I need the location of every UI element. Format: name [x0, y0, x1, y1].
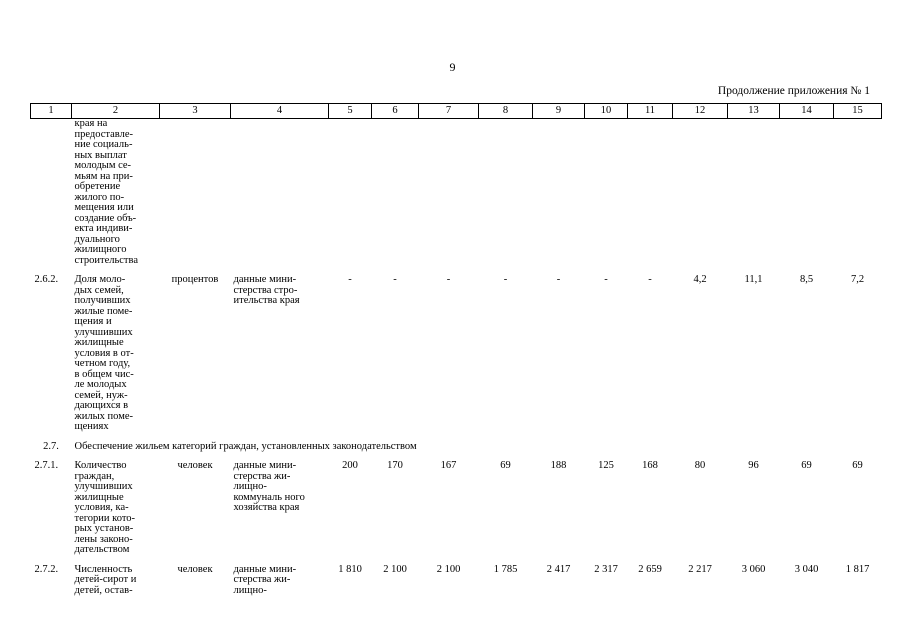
table-row — [31, 461, 882, 556]
section-row — [31, 442, 882, 453]
column-header: 10 — [585, 104, 628, 119]
value-cell: 167 — [440, 460, 457, 471]
column-header: 6 — [372, 104, 419, 119]
row-code — [31, 119, 72, 267]
value-cell: 2 100 — [383, 563, 407, 575]
value-cell: 1 785 — [493, 563, 518, 575]
value-cell: 168 — [642, 460, 658, 471]
column-header: 3 — [160, 104, 231, 119]
value-cell: 2 659 — [638, 563, 662, 575]
value-cell — [834, 119, 882, 267]
unit-cell: процентов — [171, 274, 219, 285]
column-header: 14 — [780, 104, 834, 119]
column-header: 12 — [673, 104, 728, 119]
value-cell: 80 — [694, 460, 706, 471]
column-header: 5 — [329, 104, 372, 119]
value-cell: 1 810 — [338, 563, 362, 575]
row-code: 2.7.1. — [34, 460, 59, 471]
column-header: 11 — [628, 104, 673, 119]
value-cell: - — [393, 274, 397, 285]
unit-cell: человек — [177, 563, 213, 575]
value-cell: - — [556, 274, 561, 285]
value-cell: 170 — [387, 460, 403, 471]
value-cell: 2 100 — [436, 563, 461, 575]
value-cell: - — [348, 274, 352, 285]
value-cell: 125 — [598, 460, 614, 471]
value-cell: - — [446, 274, 451, 285]
value-cell: 1 817 — [845, 563, 870, 575]
value-cell — [479, 119, 533, 267]
value-cell — [628, 119, 673, 267]
table-row — [31, 275, 882, 433]
unit-cell — [160, 119, 231, 267]
value-cell: 96 — [748, 460, 759, 471]
value-cell — [728, 119, 780, 267]
row-code: 2.7.2. — [34, 563, 59, 575]
source-cell: данные мини- стерства жи- лищно- коммуналь ного хозяйства края — [233, 460, 305, 513]
indicators-table — [30, 103, 882, 596]
value-cell: 8,5 — [799, 274, 814, 285]
value-cell — [329, 119, 372, 267]
value-cell: 2 217 — [688, 563, 712, 575]
column-header: 8 — [479, 104, 533, 119]
value-cell: - — [503, 274, 508, 285]
value-cell — [419, 119, 479, 267]
indicator-name: Количество граждан, улучшивших жилищные условия, ка- тегории кото- рых установ- лены законо- дательством — [74, 460, 136, 555]
value-cell — [372, 119, 419, 267]
column-header: 7 — [419, 104, 479, 119]
column-header: 15 — [834, 104, 882, 119]
value-cell: 7,2 — [850, 274, 865, 285]
column-header: 9 — [533, 104, 585, 119]
unit-cell: человек — [177, 460, 213, 471]
value-cell: 200 — [342, 460, 358, 471]
indicator-name: Численность детей-сирот и детей, остав- — [74, 563, 137, 596]
value-cell: 69 — [500, 460, 511, 471]
page-number: 9 — [449, 60, 456, 74]
value-cell: - — [648, 274, 652, 285]
section-code: 2.7. — [43, 440, 59, 452]
value-cell: 2 417 — [546, 563, 571, 575]
table-row — [31, 119, 882, 267]
indicator-name: края на предоставле- ние социаль- ных выплат молодым се- мьям на при- обретение жилого по- мещения или создание объ- екта индиви- дуального жилищного строительства — [74, 118, 139, 266]
value-cell: 188 — [550, 460, 567, 471]
value-cell: 4,2 — [693, 274, 707, 285]
row-code: 2.6.2. — [34, 274, 59, 285]
indicator-name: Доля моло- дых семей, получивших жилые поме- щения и улучшивших жилищные условия в от- четном году, в общем чис- ле молодых семей, нуж- дающихся в жилых поме- щениях — [74, 274, 134, 432]
source-cell: данные мини- стерства жи- лищно- — [233, 563, 297, 596]
table-row — [31, 565, 882, 597]
column-header-row — [31, 104, 882, 119]
value-cell — [533, 119, 585, 267]
continuation-label: Продолжение приложения № 1 — [717, 85, 870, 97]
value-cell: 69 — [852, 460, 863, 471]
value-cell: 3 040 — [794, 563, 819, 575]
value-cell: 3 060 — [741, 563, 766, 575]
column-header: 1 — [31, 104, 72, 119]
section-title: Обеспечение жильем категорий граждан, установленных законодательством — [74, 440, 417, 452]
column-header: 4 — [231, 104, 329, 119]
source-cell: данные мини- стерства стро- ительства края — [233, 274, 300, 306]
value-cell: - — [604, 274, 608, 285]
column-header: 2 — [72, 104, 160, 119]
value-cell: 2 317 — [594, 563, 618, 575]
value-cell — [780, 119, 834, 267]
column-header: 13 — [728, 104, 780, 119]
value-cell: 11,1 — [744, 274, 763, 285]
source-cell — [231, 119, 329, 267]
value-cell — [585, 119, 628, 267]
value-cell — [673, 119, 728, 267]
value-cell: 69 — [801, 460, 812, 471]
